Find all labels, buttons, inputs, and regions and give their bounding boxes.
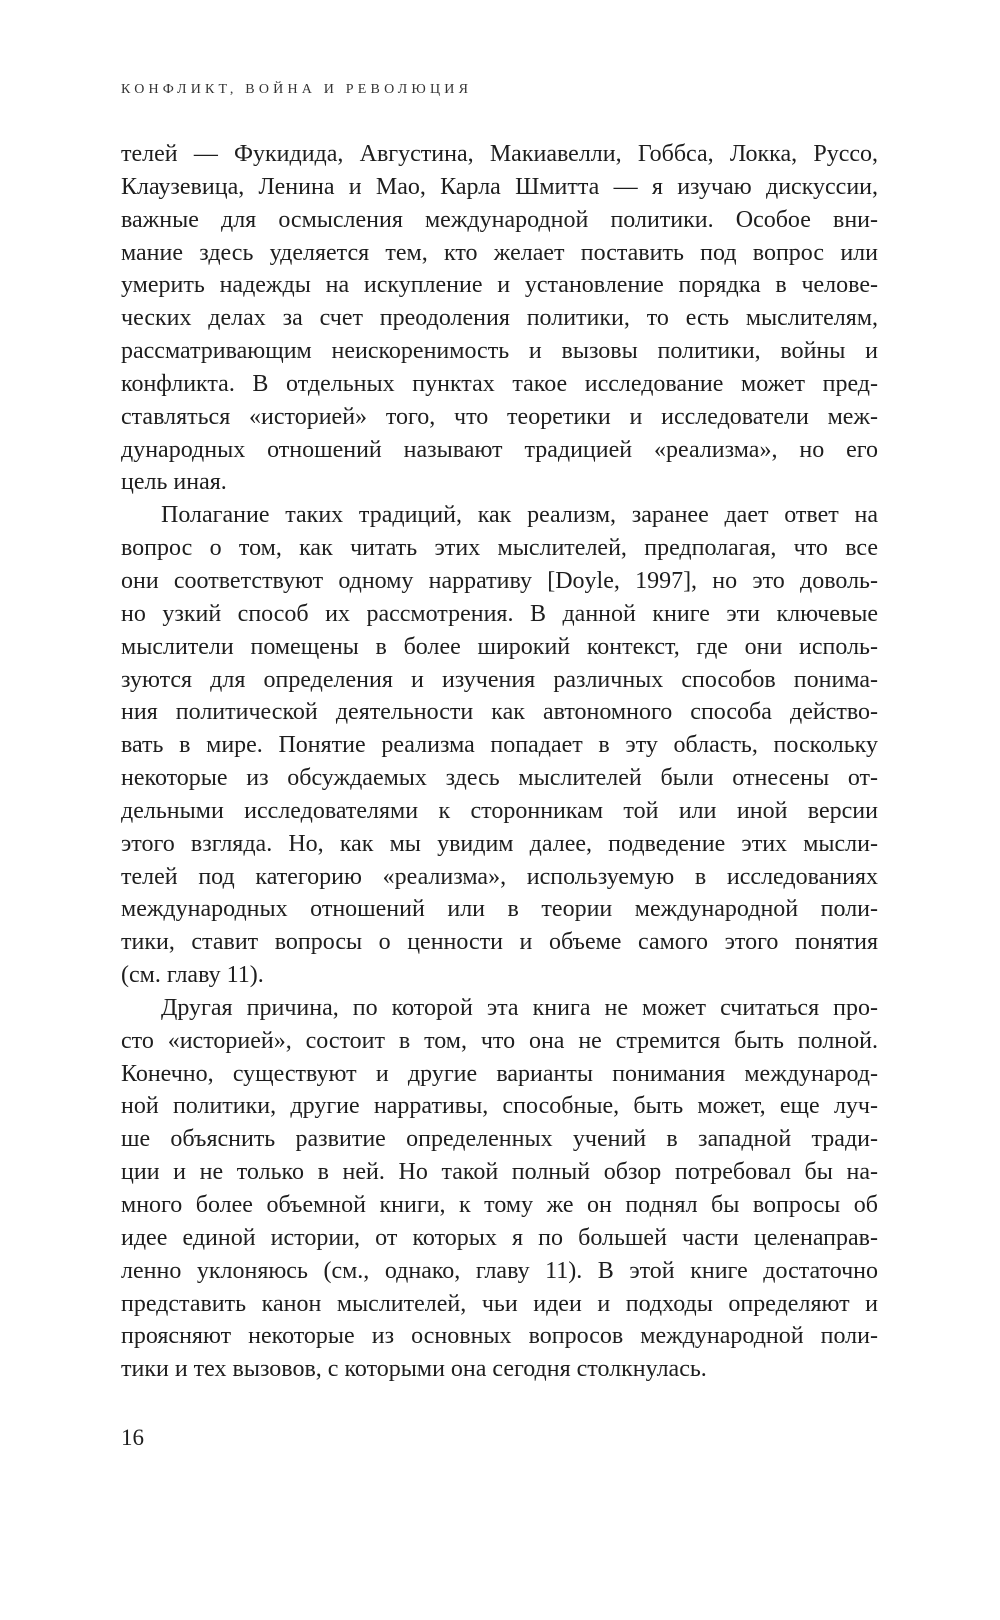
text-line: умерить надежды на искупление и установление порядка в челове-: [121, 272, 878, 299]
text-line: сто «историей», состоит в том, что она не стремится быть полной.: [121, 1027, 878, 1054]
text-line: дународных отношений называют традицией «реализма», но его: [121, 436, 878, 463]
text-line: вопрос о том, как читать этих мыслителей, предполагая, что все: [121, 535, 878, 562]
text-line: идее единой истории, от которых я по большей части целенаправ-: [121, 1224, 878, 1251]
text-line: ния политической деятельности как автономного способа действо-: [121, 699, 878, 726]
text-line: Другая причина, по которой эта книга не может считаться про-: [161, 994, 878, 1021]
paragraph: [121, 992, 878, 1386]
text-line: Конечно, существуют и другие варианты понимания международ-: [121, 1060, 878, 1087]
text-line: представить канон мыслителей, чьи идеи и подходы определяют и: [121, 1290, 878, 1317]
body-text: [121, 138, 878, 1386]
text-line: много более объемной книги, к тому же он поднял бы вопросы об: [121, 1192, 878, 1218]
paragraph: [121, 138, 878, 499]
text-line: важные для осмысления международной политики. Особое вни-: [121, 206, 878, 233]
text-line: дельными исследователями к сторонникам той или иной версии: [121, 797, 878, 824]
text-line: (см. главу 11).: [121, 962, 264, 989]
text-line: тики, ставит вопросы о ценности и объеме самого этого понятия: [121, 929, 878, 956]
text-line: ше объяснить развитие определенных учений в западной тради-: [121, 1126, 878, 1153]
text-line: мыслители помещены в более широкий контекст, где они исполь-: [121, 633, 878, 660]
text-line: ставляться «историей» того, что теоретики и исследователи меж-: [121, 403, 878, 430]
text-line: мание здесь уделяется тем, кто желает поставить под вопрос или: [121, 239, 878, 266]
text-line: ной политики, другие нарративы, способные, быть может, еще луч-: [121, 1093, 878, 1120]
text-line: телей под категорию «реализма», используемую в исследованиях: [121, 863, 878, 890]
text-line: тики и тех вызовов, с которыми она сегодня столкнулась.: [121, 1356, 707, 1383]
running-head: КОНФЛИКТ, ВОЙНА И РЕВОЛЮЦИЯ: [121, 82, 473, 97]
text-line: вать в мире. Понятие реализма попадает в эту область, поскольку: [121, 732, 878, 759]
text-line: рассматривающим неискоренимость и вызовы политики, войны и: [121, 338, 878, 365]
text-line: Клаузевица, Ленина и Мао, Карла Шмитта — я изучаю дискуссии,: [121, 173, 878, 200]
text-line: некоторые из обсуждаемых здесь мыслителей были отнесены от-: [121, 765, 878, 792]
text-line: зуются для определения и изучения различных способов понима-: [121, 666, 878, 693]
text-line: они соответствуют одному нарративу [Doyle, 1997], но это доволь-: [121, 567, 878, 594]
text-line: но узкий способ их рассмотрения. В данной книге эти ключевые: [121, 600, 878, 627]
text-line: международных отношений или в теории международной поли-: [121, 896, 878, 923]
text-line: ленно уклоняюсь (см., однако, главу 11). В этой книге достаточно: [121, 1257, 878, 1284]
page-number: 16: [121, 1425, 144, 1450]
text-line: телей — Фукидида, Августина, Макиавелли, Гоббса, Локка, Руссо,: [121, 141, 878, 167]
text-line: проясняют некоторые из основных вопросов международной поли-: [121, 1323, 878, 1350]
text-line: ции и не только в ней. Но такой полный обзор потребовал бы на-: [121, 1159, 878, 1186]
text-line: этого взгляда. Но, как мы увидим далее, подведение этих мысли-: [121, 830, 878, 857]
text-line: ческих делах за счет преодоления политики, то есть мыслителям,: [121, 305, 878, 332]
text-line: конфликта. В отдельных пунктах такое исследование может пред-: [121, 370, 878, 397]
text-line: цель иная.: [121, 469, 227, 496]
paragraph: [121, 499, 878, 992]
text-line: Полагание таких традиций, как реализм, заранее дает ответ на: [161, 502, 878, 529]
